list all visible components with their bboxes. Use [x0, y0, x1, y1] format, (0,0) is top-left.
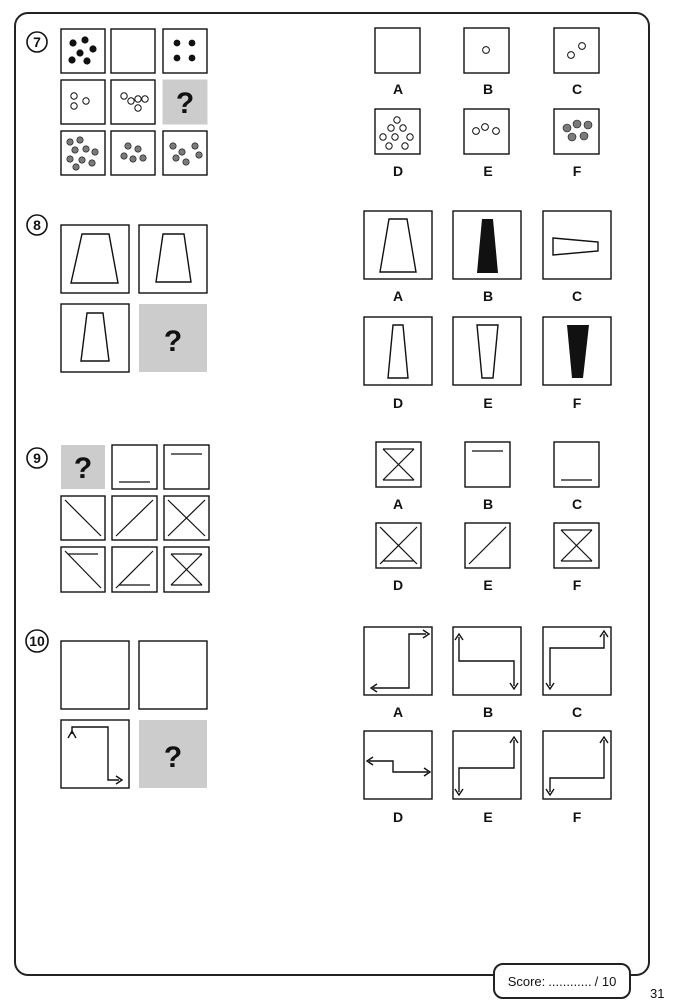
option-label: D: [392, 395, 404, 411]
option-c[interactable]: [543, 627, 611, 720]
option-a[interactable]: [376, 442, 421, 512]
grid-cell-4: [61, 496, 105, 540]
option-label: C: [571, 496, 583, 512]
option-c[interactable]: [554, 442, 599, 512]
grid-cell-missing: [61, 445, 105, 489]
option-label: B: [482, 704, 494, 720]
puzzle-grid: [61, 445, 209, 592]
option-label: B: [482, 496, 494, 512]
option-e[interactable]: [465, 523, 510, 593]
question-number: 10: [29, 633, 45, 649]
grid-cell-missing: [139, 304, 207, 372]
grid-cell-6: [164, 496, 209, 540]
option-e[interactable]: [464, 109, 509, 179]
puzzle-grid: [61, 29, 207, 175]
option-label: C: [571, 704, 583, 720]
option-label: A: [392, 704, 404, 720]
question-mark: ?: [175, 87, 195, 120]
option-a[interactable]: [375, 28, 420, 97]
grid-cell-5: [112, 496, 157, 540]
page-number: 31: [650, 986, 665, 1001]
option-label: E: [483, 163, 493, 179]
option-label: E: [483, 577, 493, 593]
option-f[interactable]: [554, 109, 599, 179]
puzzle-grid: [61, 225, 207, 372]
puzzle-grid: [61, 641, 207, 788]
option-e[interactable]: [453, 317, 521, 411]
option-a[interactable]: [364, 627, 432, 720]
grid-cell-5: [111, 80, 155, 124]
grid-cell-2: [139, 225, 207, 293]
grid-cell-3: [163, 29, 207, 73]
option-d[interactable]: [375, 109, 420, 179]
grid-cell-2: [139, 641, 207, 709]
option-d[interactable]: [364, 317, 432, 411]
score-box: [493, 963, 631, 999]
option-label: B: [482, 81, 494, 97]
grid-cell-8: [111, 131, 155, 175]
score-label: Score:: [507, 973, 546, 989]
answer-options: [364, 627, 611, 825]
option-label: D: [392, 577, 404, 593]
option-f[interactable]: [543, 731, 611, 825]
option-label: A: [392, 81, 404, 97]
grid-cell-9: [163, 131, 207, 175]
option-c[interactable]: [554, 28, 599, 97]
option-d[interactable]: [364, 731, 432, 825]
question-7: [27, 28, 599, 179]
grid-cell-3: [61, 304, 129, 372]
question-mark: ?: [73, 452, 93, 485]
option-label: A: [392, 496, 404, 512]
option-b[interactable]: [453, 211, 521, 304]
question-number: 7: [33, 34, 41, 50]
question-mark: ?: [163, 325, 183, 358]
grid-cell-1: [61, 225, 129, 293]
question-mark: ?: [163, 741, 183, 774]
option-label: E: [483, 809, 493, 825]
question-9: [27, 442, 599, 593]
option-label: F: [572, 809, 582, 825]
option-label: F: [572, 577, 582, 593]
grid-cell-1: [61, 29, 105, 73]
option-c[interactable]: [543, 211, 611, 304]
answer-options: [364, 211, 611, 411]
option-label: C: [571, 288, 583, 304]
option-label: D: [392, 809, 404, 825]
option-b[interactable]: [465, 442, 510, 512]
grid-cell-3: [61, 720, 129, 788]
option-label: D: [392, 163, 404, 179]
question-number: 9: [33, 450, 41, 466]
grid-cell-missing: [163, 80, 207, 124]
option-label: A: [392, 288, 404, 304]
option-f[interactable]: [554, 523, 599, 593]
grid-cell-9: [164, 547, 209, 592]
option-label: C: [571, 81, 583, 97]
grid-cell-7: [61, 131, 105, 175]
score-total: / 10: [594, 973, 617, 989]
option-e[interactable]: [453, 731, 521, 825]
score-blank[interactable]: ............: [548, 973, 592, 989]
option-b[interactable]: [464, 28, 509, 97]
question-number: 8: [33, 217, 41, 233]
grid-cell-missing: [139, 720, 207, 788]
question-8: [27, 211, 611, 411]
grid-cell-2: [112, 445, 157, 489]
grid-cell-3: [164, 445, 209, 489]
question-10: [26, 627, 611, 825]
option-label: E: [483, 395, 493, 411]
grid-cell-7: [61, 547, 105, 592]
grid-cell-4: [61, 80, 105, 124]
grid-cell-2: [111, 29, 155, 73]
option-label: F: [572, 163, 582, 179]
grid-cell-1: [61, 641, 129, 709]
option-b[interactable]: [453, 627, 521, 720]
option-d[interactable]: [376, 523, 421, 593]
option-f[interactable]: [543, 317, 611, 411]
option-label: F: [572, 395, 582, 411]
grid-cell-8: [112, 547, 157, 592]
answer-options: [376, 442, 599, 593]
option-a[interactable]: [364, 211, 432, 304]
answer-options: [375, 28, 599, 179]
option-label: B: [482, 288, 494, 304]
